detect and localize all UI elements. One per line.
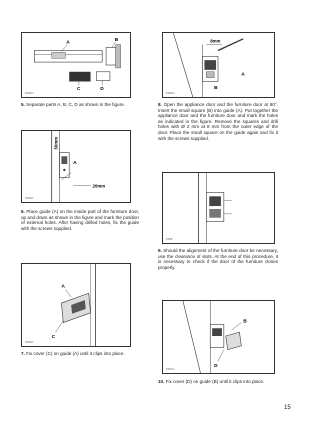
figure-fix-cover-c-drawing [22, 264, 130, 346]
step-number: 5. [21, 102, 25, 107]
step-number: 8. [158, 102, 162, 107]
step-number: 9. [158, 248, 162, 253]
step-6 [21, 209, 139, 231]
step-number: 10. [158, 379, 165, 384]
fig6-label-d: D [214, 364, 218, 370]
fig4-label-8mm: 8mm [210, 38, 221, 44]
figure-code: PR35/1 [166, 92, 175, 95]
step-number: 6. [21, 209, 25, 214]
step-9 [158, 248, 278, 270]
figure-separate-parts [21, 32, 131, 98]
figure-separate-parts-drawing [22, 33, 130, 97]
fig1-label-d: D [100, 87, 104, 93]
fig6-label-b: B [243, 319, 247, 325]
step-text: Open the appliance door and the furniture door at 90°. Insert the small square (B) into guide (A). Put together the appliance door and the furniture door and mark the holes as indicated in the figure. Remove the squares and drill holes with Ø 2 mm at 8 mm from the outer edge of the door. Place the small square on the guide again and fix it with the screws supplied. [158, 102, 279, 141]
fig2-label-20mm: 20mm [92, 183, 106, 189]
figure-alignment-drawing [163, 173, 274, 243]
fig4-label-b: B [214, 86, 218, 92]
fig3-label-c: C [51, 335, 56, 341]
figure-code: PR34/1 [25, 341, 34, 344]
figure-code: PR32/1 [25, 92, 34, 95]
step-text: Fix cover (C) on guide (A) until it clips into place. [26, 351, 125, 356]
page-number: 15 [284, 405, 291, 411]
fig1-label-a: A [66, 40, 70, 46]
step-text: Should the alignment of the furniture door be necessary, use the clearance of slots. At the end of this procedure, it is necessary to check if the door of the furniture closes properly. [158, 248, 278, 270]
figure-insert-square [162, 32, 275, 98]
figure-code: PR36 [166, 238, 173, 241]
step-8 [158, 102, 278, 141]
fig2-label-50mm: 50mm [53, 136, 59, 150]
figure-fix-cover-d-drawing [163, 301, 274, 373]
step-text: Fix cover (D) on guide (B) until it clips into place. [165, 379, 265, 384]
figure-place-guide [21, 130, 131, 203]
step-number: 7. [21, 351, 25, 356]
figure-place-guide-drawing [22, 131, 130, 202]
figure-alignment [162, 172, 275, 244]
step-text: Place guide (A) on the inside part of the furniture door, up and down as shown in the figure and mark the position of external holes. After having drilled holes, fix the guide with the screws supplied. [21, 209, 139, 231]
step-7 [21, 351, 139, 357]
step-5 [21, 102, 139, 108]
figure-code: PR37/1 [166, 368, 175, 371]
fig1-label-b: B [114, 37, 119, 43]
figure-fix-cover-c [21, 263, 131, 347]
fig1-label-c: C [76, 87, 81, 93]
fig4-label-a: A [241, 72, 245, 78]
figure-insert-square-drawing [163, 33, 274, 97]
figure-fix-cover-d [162, 300, 275, 374]
fig3-label-a: A [61, 284, 65, 290]
step-10 [158, 379, 278, 385]
fig2-label-a: A [73, 161, 77, 167]
step-text: Separate parts A, B, C, D as shown in the figure. [26, 102, 125, 107]
figure-code: PR33/1 [25, 197, 34, 200]
